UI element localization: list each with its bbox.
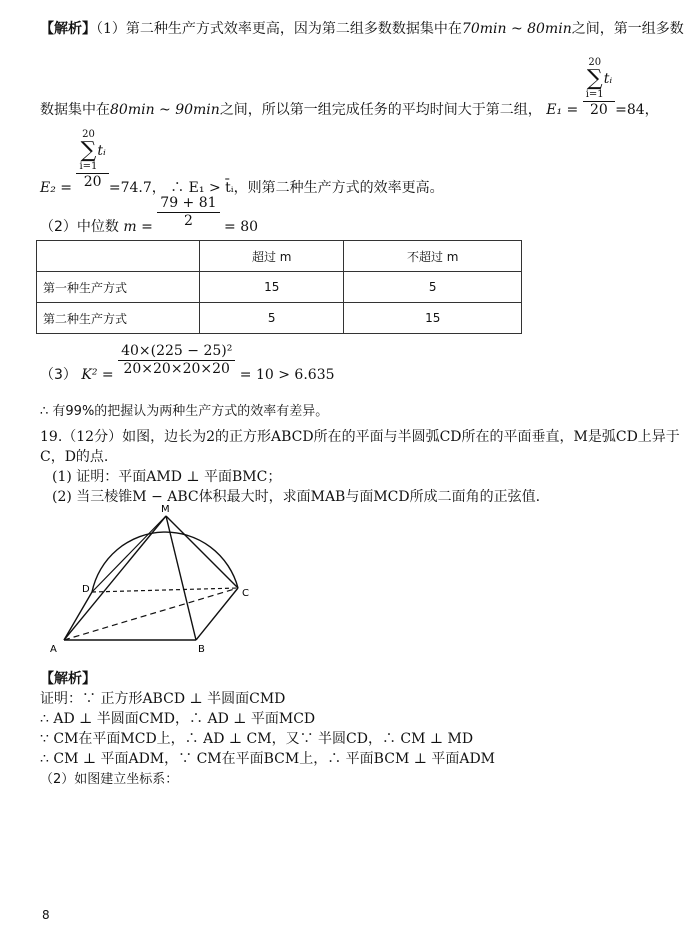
table-cell: 第一种生产方式 <box>37 272 200 303</box>
analysis-1-text-a: （1）第二种生产方式效率更高，因为第二组多数数据集中在 <box>96 21 462 37</box>
header-cell <box>37 241 200 272</box>
median-fraction <box>157 196 219 230</box>
sum-top: 20 <box>588 57 602 68</box>
chi-line <box>40 343 335 383</box>
range-1: 70min ~ 80min <box>461 21 572 37</box>
range-2: 80min ~ 90min <box>110 102 220 119</box>
sum-bottom-2: i=1 <box>79 161 98 172</box>
q19-line-1: 19.（12分）如图，边长为2的正方形ABCD所在的平面与半圆弧CD所在的平面垂直，M是弧CD上异于 <box>40 429 680 445</box>
label-m: M <box>161 504 170 515</box>
analysis-1-line-2 <box>40 50 659 119</box>
table-cell: 15 <box>200 272 344 303</box>
geometry-figure <box>44 500 414 660</box>
header-cell: 不超过 m <box>344 241 522 272</box>
header-cell: 超过 m <box>200 241 344 272</box>
e2-label: E₂ = <box>40 180 73 197</box>
analysis-1-text-b: 之间，第一组多数 <box>571 21 684 37</box>
t-i-2: tᵢ <box>97 143 106 159</box>
e2-value: =74.7， <box>108 180 166 197</box>
e2-fraction <box>76 130 108 190</box>
page-number: 8 <box>42 908 50 922</box>
chi-fraction <box>118 344 235 378</box>
e1-label: E₁ = <box>546 102 579 119</box>
t-i: tᵢ <box>603 71 613 87</box>
chi-value: = 10 > 6.635 <box>239 366 335 383</box>
median-value: = 80 <box>224 218 259 235</box>
edge-dc <box>92 588 238 592</box>
table-cell: 15 <box>344 303 522 334</box>
label-b: B <box>198 644 205 655</box>
label-c: C <box>242 588 249 599</box>
q19-sub-1: (1) 证明：平面AMD ⊥ 平面BMC； <box>52 469 282 485</box>
label-a: A <box>50 644 57 655</box>
chi-denominator: 20×20×20×20 <box>123 361 230 378</box>
sum-symbol: ∑ <box>586 66 603 91</box>
chi-numerator: 40×(225 − 25)² <box>118 344 235 361</box>
q19-sub-2: (2) 当三棱锥M − ABC体积最大时，求面MAB与面MCD所成二面角的正弦值. <box>52 489 541 505</box>
analysis-label: 【解析】 <box>40 21 96 37</box>
sum-top-2: 20 <box>82 129 95 140</box>
contingency-table <box>36 240 522 334</box>
edge-md <box>92 516 166 592</box>
table-row <box>37 303 522 334</box>
proof-line-3: ∵ CM在平面MCD上，∴ AD ⊥ CM，又∵ 半圆CD，∴ CM ⊥ MD <box>40 731 474 747</box>
label-d: D <box>82 584 90 595</box>
median-denominator: 2 <box>183 213 193 230</box>
table-cell: 第二种生产方式 <box>37 303 200 334</box>
edge-ma <box>64 516 166 640</box>
q19-line-2: C，D的点. <box>40 449 109 465</box>
e1-fraction <box>583 58 615 118</box>
chi-label: （3） <box>40 366 77 383</box>
table-header-row <box>37 241 522 272</box>
conclusion-1: ∴ E₁ > t̄ᵢ，则第二种生产方式的效率更高。 <box>170 180 444 197</box>
table-cell: 5 <box>200 303 344 334</box>
analysis-1-line-3 <box>40 129 444 197</box>
table-row <box>37 272 522 303</box>
proof-line-5: （2）如图建立坐标系： <box>40 772 179 787</box>
e1-denominator: 20 <box>590 102 608 118</box>
analysis-2-label: 【解析】 <box>40 671 96 687</box>
sum-symbol-2: ∑ <box>80 138 97 163</box>
analysis-1-line-1 <box>40 18 684 38</box>
edge-mc <box>166 516 238 588</box>
proof-line-2: ∴ AD ⊥ 半圆面CMD，∴ AD ⊥ 平面MCD <box>40 711 316 727</box>
median-numerator: 79 + 81 <box>157 196 219 213</box>
semicircle-arc <box>92 532 238 592</box>
e2-denominator: 20 <box>83 174 102 190</box>
analysis-2-text-a: 数据集中在 <box>40 102 110 119</box>
edge-bc <box>196 588 238 640</box>
median-label: （2）中位数 <box>40 218 119 235</box>
e1-value: =84， <box>615 102 659 119</box>
sum-bottom: i=1 <box>585 89 604 100</box>
k2-label: K² = <box>81 366 114 383</box>
analysis-2-text-b: 之间，所以第一组完成任务的平均时间大于第二组， <box>219 102 542 119</box>
conclusion-line: ∴ 有99%的把握认为两种生产方式的效率有差异。 <box>40 404 329 419</box>
proof-line-4: ∴ CM ⊥ 平面ADM，∵ CM在平面BCM上，∴ 平面BCM ⊥ 平面ADM <box>40 751 496 767</box>
table-cell: 5 <box>344 272 522 303</box>
median-line <box>40 195 259 235</box>
median-m: m = <box>123 218 153 235</box>
edge-mb <box>166 516 196 640</box>
proof-line-1: 证明：∵ 正方形ABCD ⊥ 半圆面CMD <box>40 691 286 707</box>
